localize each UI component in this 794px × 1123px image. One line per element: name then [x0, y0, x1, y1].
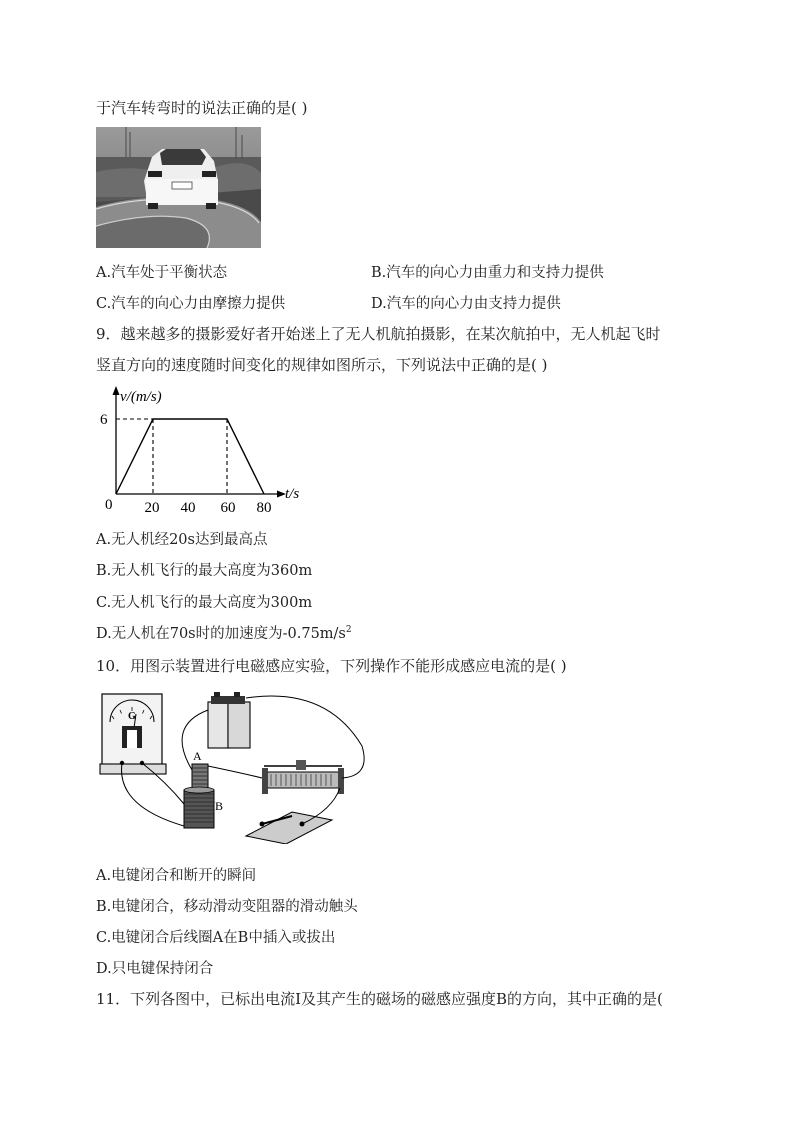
- q9-stem-line1: 9．越来越多的摄影爱好者开始迷上了无人机航拍摄影，在某次航拍中，无人机起飞时: [96, 325, 661, 343]
- rheostat: [262, 760, 344, 794]
- vt-graph: [94, 382, 314, 518]
- coil-b-label: B: [215, 799, 224, 813]
- x-axis-label: t/s: [285, 486, 300, 502]
- galvanometer: [100, 694, 166, 774]
- q8-option-d: D.汽车的向心力由支持力提供: [371, 296, 561, 312]
- q8-option-a: A.汽车处于平衡状态: [96, 265, 228, 281]
- q9-option-d-text: D.无人机在70s时的加速度为-0.75m/s: [96, 626, 346, 642]
- q10-option-d: D.只电键保持闭合: [96, 961, 214, 977]
- y-tick-label-6: 6: [100, 412, 108, 428]
- x-tick-label-20: 20: [144, 500, 160, 516]
- x-tick-label-80: 80: [256, 500, 272, 516]
- origin-label: 0: [105, 497, 113, 513]
- galvanometer-label: G: [128, 711, 136, 722]
- q10-option-a: A.电键闭合和断开的瞬间: [96, 868, 257, 884]
- q11-stem: 11．下列各图中，已标出电流I及其产生的磁场的磁感应强度B的方向，其中正确的是(: [96, 990, 663, 1008]
- coil-a-label: A: [193, 749, 202, 763]
- x-tick-label-60: 60: [220, 500, 236, 516]
- q9-option-c: C.无人机飞行的最大高度为300m: [96, 595, 313, 611]
- car-turning-photo: [96, 127, 261, 248]
- velocity-series-line: [116, 419, 264, 494]
- q8-option-b: B.汽车的向心力由重力和支持力提供: [371, 265, 604, 281]
- switch: [246, 812, 332, 844]
- q9-option-b: B.无人机飞行的最大高度为360m: [96, 563, 313, 579]
- q10-option-c: C.电键闭合后线圈A在B中插入或拔出: [96, 930, 336, 946]
- coil-b: [184, 787, 223, 828]
- coil-a: [192, 749, 208, 790]
- q10-option-b: B.电键闭合，移动滑动变阻器的滑动触头: [96, 899, 358, 915]
- q8-option-c: C.汽车的向心力由摩擦力提供: [96, 296, 286, 312]
- q9-option-d: [96, 622, 352, 643]
- y-axis-label: v/(m/s): [120, 389, 162, 405]
- q9-option-a: A.无人机经20s达到最高点: [96, 532, 268, 548]
- x-tick-label-40: 40: [180, 500, 196, 516]
- q8-stem-tail: 于汽车转弯时的说法正确的是( ): [96, 99, 308, 117]
- induction-apparatus-figure: [96, 686, 366, 844]
- y-axis-arrow: [113, 386, 120, 395]
- q10-stem: 10．用图示装置进行电磁感应实验，下列操作不能形成感应电流的是( ): [96, 657, 567, 675]
- battery: [208, 692, 250, 748]
- q9-option-d-exponent: 2: [345, 625, 352, 636]
- q9-stem-line2: 竖直方向的速度随时间变化的规律如图所示，下列说法中正确的是( ): [96, 356, 548, 374]
